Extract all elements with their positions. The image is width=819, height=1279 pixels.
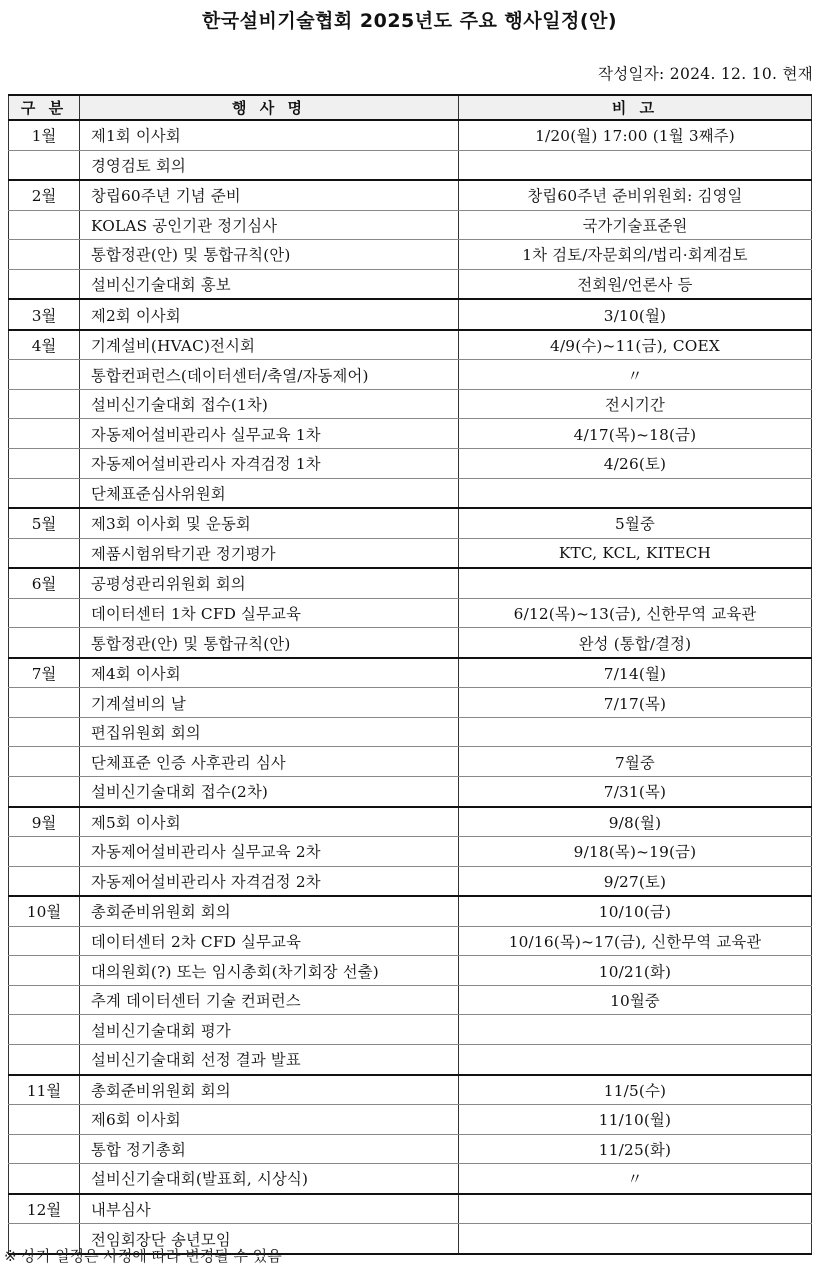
month-cell — [9, 1134, 80, 1164]
month-cell — [9, 598, 80, 628]
event-name-cell: 통합정관(안) 및 통합규칙(안) — [80, 240, 459, 270]
month-cell — [9, 210, 80, 240]
remarks-cell: 10월중 — [459, 985, 812, 1015]
table-row — [9, 658, 812, 688]
event-name-cell: 대의원회(?) 또는 임시총회(차기회장 선출) — [80, 956, 459, 986]
remarks-cell — [459, 478, 812, 508]
month-cell — [9, 1164, 80, 1194]
event-name-cell: 제1회 이사회 — [80, 120, 459, 150]
event-name-cell: 제6회 이사회 — [80, 1105, 459, 1135]
remarks-cell — [459, 568, 812, 598]
event-name-cell: 내부심사 — [80, 1194, 459, 1224]
event-name-cell: 전임회장단 송년모임 — [80, 1224, 459, 1254]
remarks-cell: 전회원/언론사 등 — [459, 269, 812, 299]
month-cell — [9, 747, 80, 777]
event-name-cell: 설비신기술대회 선정 결과 발표 — [80, 1044, 459, 1074]
month-cell — [9, 688, 80, 718]
event-name-cell: 창립60주년 기념 준비 — [80, 180, 459, 210]
month-cell: 10월 — [9, 896, 80, 926]
remarks-cell: 창립60주년 준비위원회: 김영일 — [459, 180, 812, 210]
event-name-cell: 설비신기술대회(발표회, 시상식) — [80, 1164, 459, 1194]
event-name-cell: 편집위원회 회의 — [80, 717, 459, 747]
month-cell: 12월 — [9, 1194, 80, 1224]
remarks-cell: 9/8(월) — [459, 807, 812, 837]
event-name-cell: KOLAS 공인기관 정기심사 — [80, 210, 459, 240]
footnote: ※ 상기 일정은 사정에 따라 변경될 수 있음 — [4, 1247, 282, 1265]
event-name-cell: 제품시험위탁기관 정기평가 — [80, 538, 459, 568]
month-cell — [9, 926, 80, 956]
table-row — [9, 807, 812, 837]
table-row — [9, 1075, 812, 1105]
month-cell: 2월 — [9, 180, 80, 210]
table-row — [9, 1044, 812, 1074]
table-row — [9, 210, 812, 240]
remarks-cell: 전시기간 — [459, 389, 812, 419]
header-category: 구 분 — [9, 95, 80, 120]
table-row — [9, 926, 812, 956]
month-cell — [9, 1105, 80, 1135]
remarks-cell — [459, 1044, 812, 1074]
month-cell: 6월 — [9, 568, 80, 598]
event-name-cell: 추계 데이터센터 기술 컨퍼런스 — [80, 985, 459, 1015]
header-event-name: 행 사 명 — [80, 95, 459, 120]
table-row — [9, 866, 812, 896]
remarks-cell: 9/18(목)~19(금) — [459, 837, 812, 867]
remarks-cell — [459, 1015, 812, 1045]
table-row — [9, 449, 812, 479]
month-cell — [9, 150, 80, 180]
remarks-cell: 5월중 — [459, 508, 812, 538]
month-cell: 7월 — [9, 658, 80, 688]
table-row — [9, 717, 812, 747]
remarks-cell: 1차 검토/자문회의/법리·회계검토 — [459, 240, 812, 270]
remarks-cell: KTC, KCL, KITECH — [459, 538, 812, 568]
remarks-cell: 1/20(월) 17:00 (1월 3째주) — [459, 120, 812, 150]
table-row — [9, 180, 812, 210]
month-cell — [9, 478, 80, 508]
event-name-cell: 단체표준심사위원회 — [80, 478, 459, 508]
header-remarks: 비 고 — [459, 95, 812, 120]
event-name-cell: 공평성관리위원회 회의 — [80, 568, 459, 598]
event-name-cell: 데이터센터 1차 CFD 실무교육 — [80, 598, 459, 628]
table-row — [9, 985, 812, 1015]
month-cell — [9, 360, 80, 390]
month-cell — [9, 837, 80, 867]
remarks-cell: 4/9(수)~11(금), COEX — [459, 330, 812, 360]
table-row — [9, 837, 812, 867]
month-cell — [9, 419, 80, 449]
month-cell — [9, 956, 80, 986]
table-row — [9, 1164, 812, 1194]
event-name-cell: 자동제어설비관리사 실무교육 1차 — [80, 419, 459, 449]
event-name-cell: 설비신기술대회 평가 — [80, 1015, 459, 1045]
remarks-cell: 완성 (통합/결정) — [459, 628, 812, 658]
remarks-cell: 9/27(토) — [459, 866, 812, 896]
event-name-cell: 총회준비위원회 회의 — [80, 1075, 459, 1105]
created-date: 작성일자: 2024. 12. 10. 현재 — [597, 65, 813, 83]
event-name-cell: 자동제어설비관리사 자격검정 2차 — [80, 866, 459, 896]
month-cell: 11월 — [9, 1075, 80, 1105]
month-cell — [9, 628, 80, 658]
event-name-cell: 설비신기술대회 홍보 — [80, 269, 459, 299]
schedule-body — [9, 120, 812, 1254]
document-title: 한국설비기술협회 2025년도 주요 행사일정(안) — [201, 10, 618, 32]
remarks-cell: 7/14(월) — [459, 658, 812, 688]
table-row — [9, 1105, 812, 1135]
remarks-cell: 7/31(목) — [459, 777, 812, 807]
event-name-cell: 경영검토 회의 — [80, 150, 459, 180]
event-name-cell: 통합정관(안) 및 통합규칙(안) — [80, 628, 459, 658]
event-name-cell: 설비신기술대회 접수(1차) — [80, 389, 459, 419]
table-row — [9, 150, 812, 180]
event-name-cell: 자동제어설비관리사 자격검정 1차 — [80, 449, 459, 479]
month-cell: 5월 — [9, 508, 80, 538]
table-row — [9, 269, 812, 299]
event-name-cell: 통합 정기총회 — [80, 1134, 459, 1164]
event-name-cell: 기계설비의 날 — [80, 688, 459, 718]
table-row — [9, 330, 812, 360]
table-row — [9, 1194, 812, 1224]
event-name-cell: 제5회 이사회 — [80, 807, 459, 837]
event-name-cell: 단체표준 인증 사후관리 심사 — [80, 747, 459, 777]
table-header-row — [9, 95, 812, 120]
remarks-cell: 7/17(목) — [459, 688, 812, 718]
remarks-cell: 10/16(목)~17(금), 신한무역 교육관 — [459, 926, 812, 956]
month-cell — [9, 449, 80, 479]
table-row — [9, 240, 812, 270]
month-cell — [9, 1015, 80, 1045]
table-row — [9, 688, 812, 718]
table-row — [9, 389, 812, 419]
month-cell: 1월 — [9, 120, 80, 150]
remarks-cell: 6/12(목)~13(금), 신한무역 교육관 — [459, 598, 812, 628]
remarks-cell: 3/10(월) — [459, 299, 812, 330]
remarks-cell: 〃 — [459, 1164, 812, 1194]
table-row — [9, 896, 812, 926]
remarks-cell: 10/21(화) — [459, 956, 812, 986]
event-name-cell: 제2회 이사회 — [80, 299, 459, 330]
remarks-cell — [459, 150, 812, 180]
remarks-cell: 국가기술표준원 — [459, 210, 812, 240]
event-name-cell: 설비신기술대회 접수(2차) — [80, 777, 459, 807]
remarks-cell — [459, 1194, 812, 1224]
month-cell — [9, 240, 80, 270]
remarks-cell — [459, 717, 812, 747]
event-name-cell: 기계설비(HVAC)전시회 — [80, 330, 459, 360]
event-name-cell: 제4회 이사회 — [80, 658, 459, 688]
month-cell — [9, 866, 80, 896]
event-name-cell: 데이터센터 2차 CFD 실무교육 — [80, 926, 459, 956]
event-name-cell: 자동제어설비관리사 실무교육 2차 — [80, 837, 459, 867]
table-row — [9, 360, 812, 390]
table-row — [9, 299, 812, 330]
table-row — [9, 1015, 812, 1045]
month-cell — [9, 1044, 80, 1074]
month-cell — [9, 389, 80, 419]
event-name-cell: 총회준비위원회 회의 — [80, 896, 459, 926]
remarks-cell: 10/10(금) — [459, 896, 812, 926]
table-row — [9, 628, 812, 658]
table-row — [9, 777, 812, 807]
event-name-cell: 통합컨퍼런스(데이터센터/축열/자동제어) — [80, 360, 459, 390]
table-row — [9, 120, 812, 150]
table-row — [9, 598, 812, 628]
table-row — [9, 508, 812, 538]
remarks-cell: 4/17(목)~18(금) — [459, 419, 812, 449]
remarks-cell: 7월중 — [459, 747, 812, 777]
month-cell — [9, 538, 80, 568]
table-row — [9, 1134, 812, 1164]
remarks-cell: 11/10(월) — [459, 1105, 812, 1135]
month-cell — [9, 717, 80, 747]
event-name-cell: 제3회 이사회 및 운동회 — [80, 508, 459, 538]
month-cell: 3월 — [9, 299, 80, 330]
table-row — [9, 419, 812, 449]
month-cell — [9, 269, 80, 299]
month-cell: 9월 — [9, 807, 80, 837]
table-row — [9, 478, 812, 508]
month-cell: 4월 — [9, 330, 80, 360]
remarks-cell — [459, 1224, 812, 1254]
month-cell — [9, 985, 80, 1015]
month-cell — [9, 777, 80, 807]
table-row — [9, 568, 812, 598]
remarks-cell: 11/5(수) — [459, 1075, 812, 1105]
remarks-cell: 4/26(토) — [459, 449, 812, 479]
table-row — [9, 538, 812, 568]
schedule-table — [8, 94, 812, 1255]
table-row — [9, 747, 812, 777]
remarks-cell: 〃 — [459, 360, 812, 390]
remarks-cell: 11/25(화) — [459, 1134, 812, 1164]
table-row — [9, 956, 812, 986]
